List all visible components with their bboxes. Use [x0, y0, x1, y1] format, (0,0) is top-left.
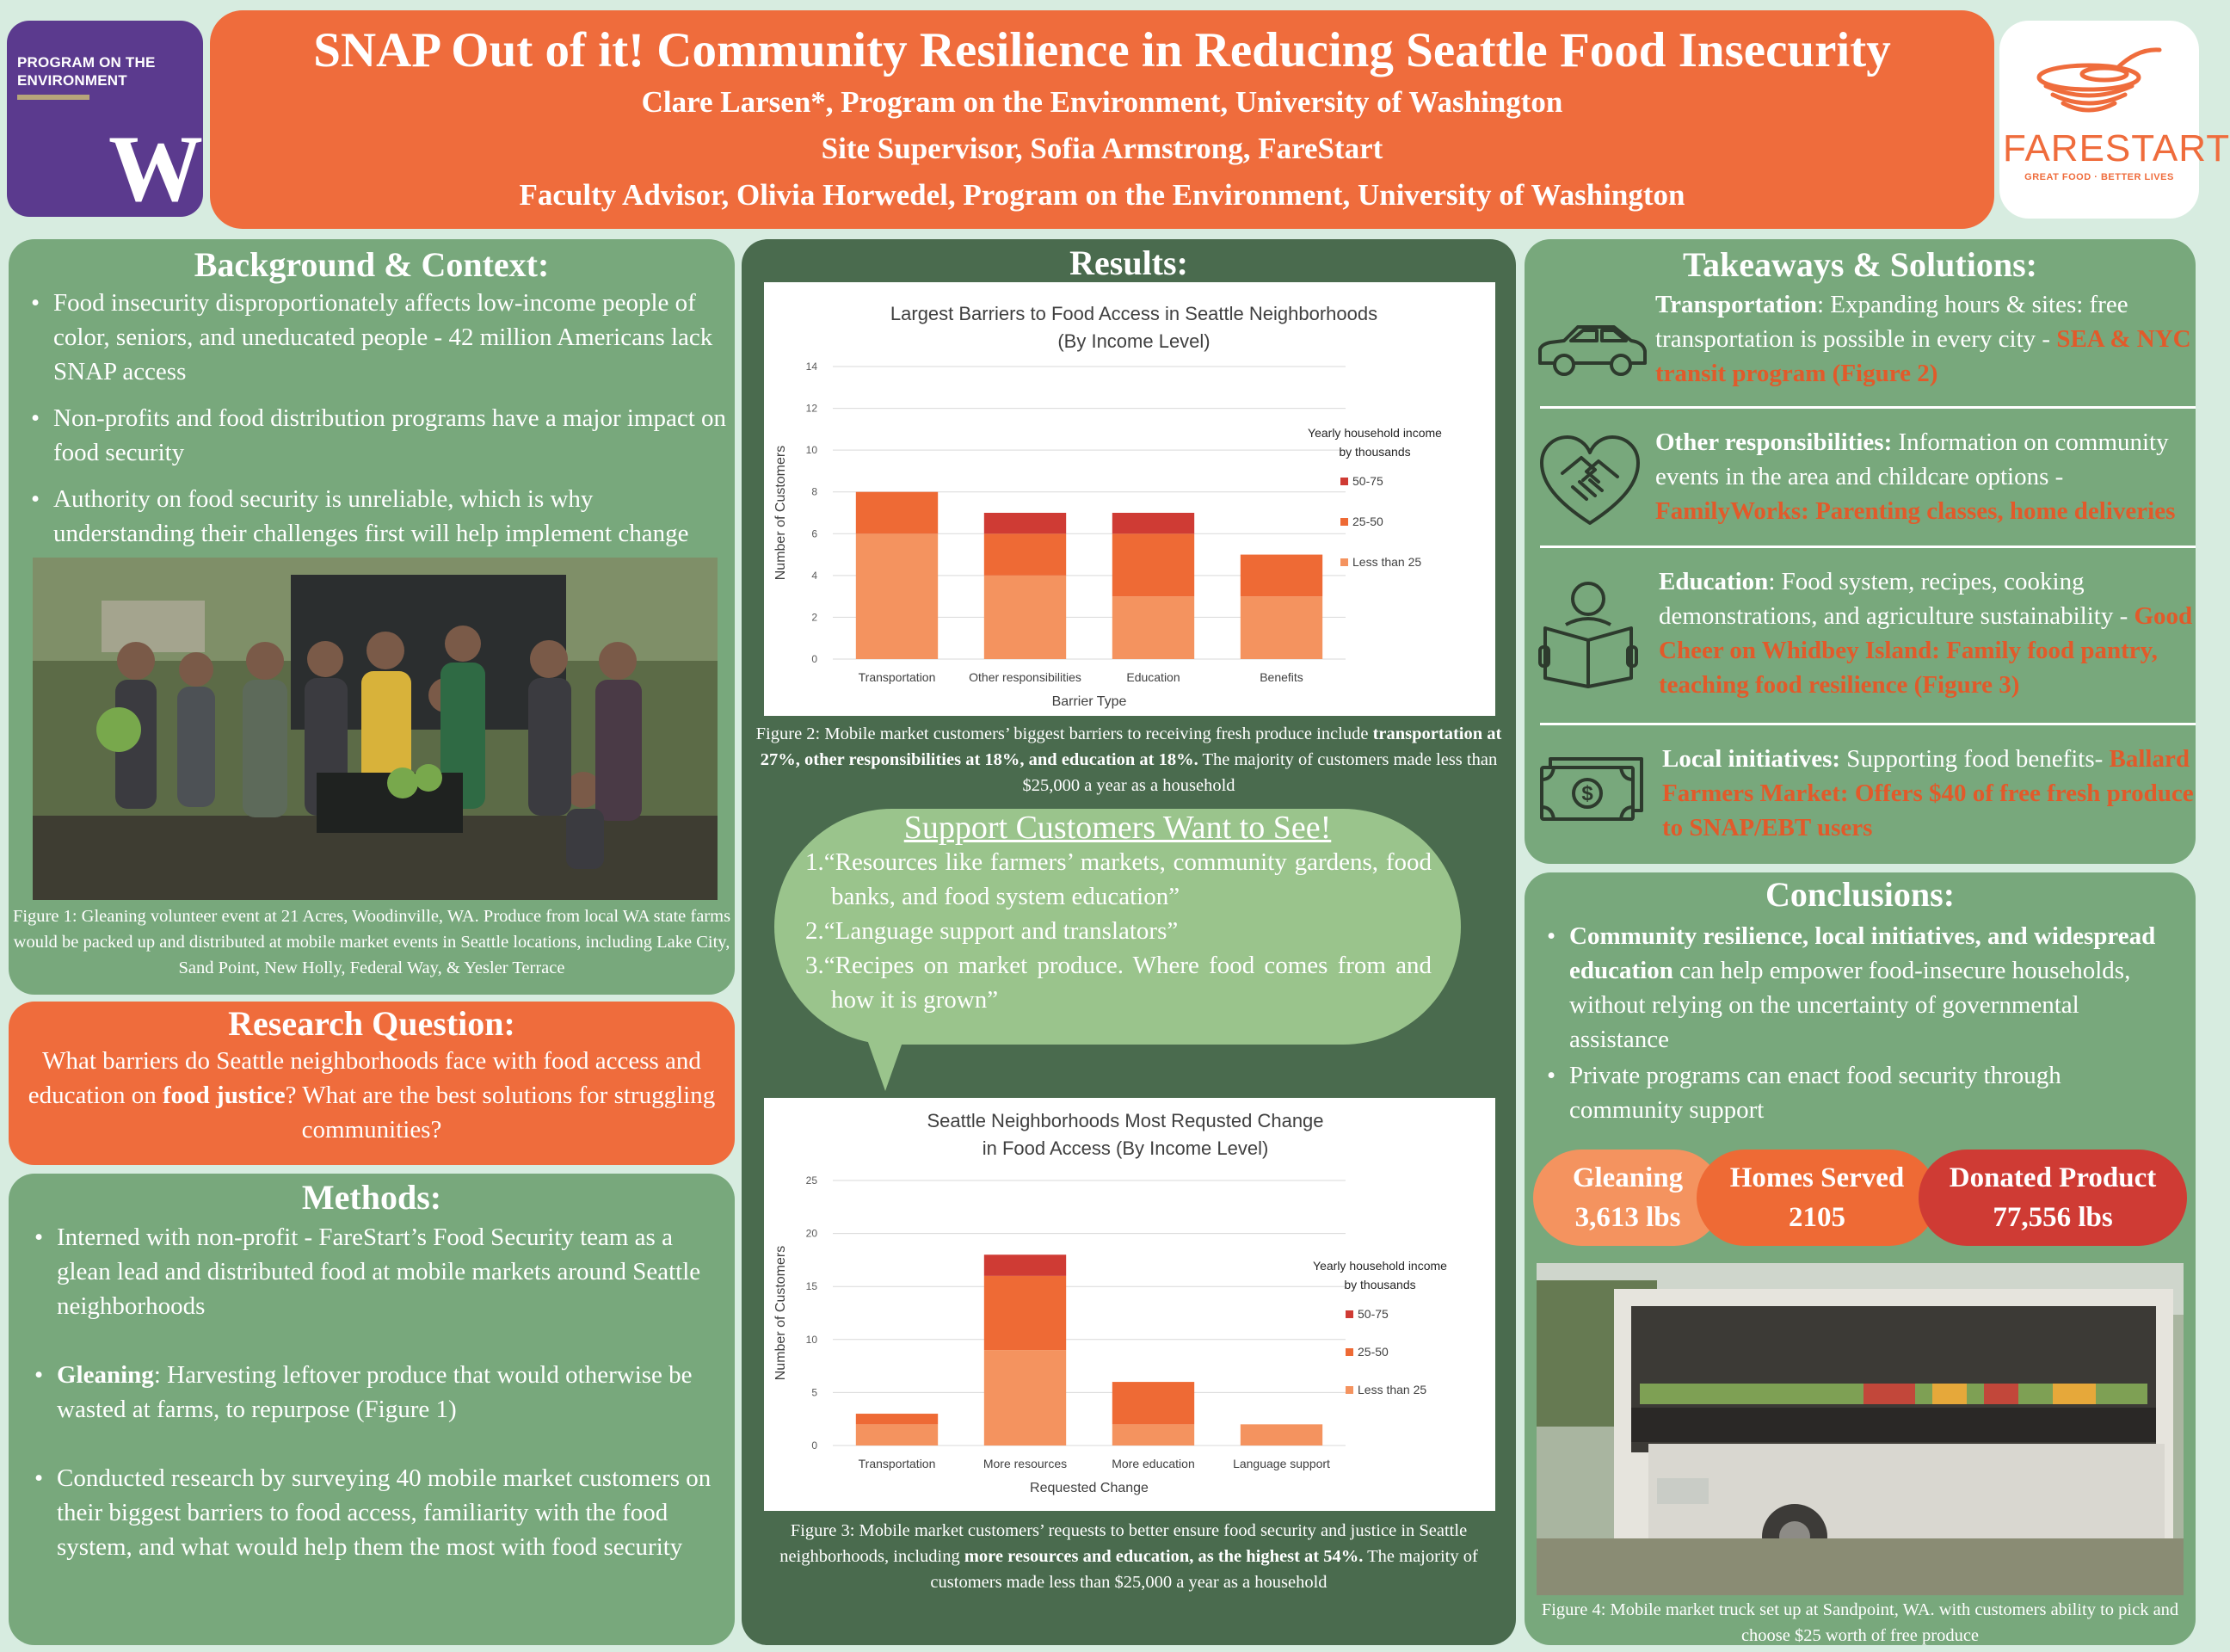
- takeaway-transportation: [1525, 287, 2196, 399]
- legend-swatch: [1340, 478, 1348, 485]
- y-tick-label: 10: [805, 1333, 817, 1346]
- fig2-caption-bold: transportation at 27%, other responsibilities at 18%, and education at 18%.: [760, 724, 1502, 769]
- x-tick-label: Language support: [1233, 1457, 1330, 1470]
- takeaway-highlight: Ballard Farmers Market: Offers $40 of free fresh produce to SNAP/EBT users: [1662, 745, 2194, 841]
- author-line: Clare Larsen*, Program on the Environment, University of Washington: [641, 85, 1563, 119]
- conclusions-bullets: [1543, 919, 2175, 1127]
- farestart-tagline: GREAT FOOD · BETTER LIVES: [2024, 172, 2174, 182]
- y-tick-label: 12: [805, 402, 817, 415]
- uw-logo-bar: [17, 95, 89, 100]
- chart-title: (By Income Level): [1057, 330, 1210, 352]
- x-tick-label: Transportation: [858, 1457, 936, 1470]
- legend-label: 25-50: [1352, 515, 1383, 528]
- bar-segment: [856, 1424, 938, 1446]
- y-tick-label: 20: [805, 1227, 817, 1240]
- bar-segment: [856, 533, 938, 659]
- conclusions-heading: Conclusions:: [1765, 875, 1956, 914]
- takeaway-highlight: SEA & NYC transit program (Figure 2): [1655, 325, 2191, 387]
- takeaway-rest: Supporting food benefits-: [1840, 745, 2110, 773]
- stat-homes-served: [1697, 1150, 1937, 1246]
- svg-text:$: $: [1581, 782, 1593, 805]
- takeaway-divider: [1540, 406, 2196, 409]
- figure4-caption: Figure 4: Mobile market truck set up at Sandpoint, WA. with customers ability to pick and choose $25 worth of free produce: [1541, 1600, 2179, 1645]
- conclusion-bold: Community resilience, local initiatives, and widespread education: [1569, 922, 2156, 984]
- barriers-chart-svg: [764, 282, 1495, 716]
- background-bullet: • Authority on food security is unreliable, which is why understanding their challenges first will help implement change: [28, 482, 730, 551]
- stat-donated-product: [1919, 1150, 2187, 1246]
- advisor-line: Faculty Advisor, Olivia Horwedel, Program on the Environment, University of Washington: [519, 178, 1685, 212]
- research-text-b: ? What are the best solutions for struggling communities?: [285, 1082, 716, 1143]
- takeaways-panel: [1525, 239, 2196, 864]
- uw-program-logo: [7, 21, 203, 221]
- poster-title: SNAP Out of it! Community Resilience in Reducing Seattle Food Insecurity: [313, 23, 1891, 77]
- bar-segment: [984, 1254, 1066, 1276]
- legend-label: Less than 25: [1358, 1383, 1427, 1396]
- chart-title: Seattle Neighborhoods Most Requsted Change: [927, 1110, 1324, 1131]
- uw-logo-line1: PROGRAM ON THE: [17, 54, 156, 71]
- fig3-caption-a: Figure 3: Mobile market customers’ requests to better ensure food security and justice in Seattle neighborhoods, including: [779, 1521, 1468, 1566]
- x-tick-label: More resources: [983, 1457, 1068, 1470]
- bar-segment: [984, 576, 1066, 659]
- legend-swatch: [1340, 558, 1348, 566]
- bar-segment: [1241, 1424, 1322, 1446]
- research-text-a: What barriers do Seattle neighborhoods face with food access and education on: [28, 1047, 701, 1109]
- farestart-wordmark: FARESTART: [2003, 127, 2230, 170]
- conclusions-bullet: • Private programs can enact food security through community support: [1543, 1058, 2175, 1127]
- x-tick-label: More education: [1112, 1457, 1195, 1470]
- x-axis-label: Barrier Type: [1051, 694, 1127, 709]
- conclusion-rest: can help empower food-insecure households, without relying on the uncertainty of governmental assistance: [1569, 957, 2131, 1053]
- y-tick-label: 25: [805, 1174, 817, 1187]
- takeaway-education: [1525, 564, 2196, 711]
- takeaway-bold: Transportation: [1655, 291, 1817, 318]
- bar-segment: [1112, 533, 1194, 596]
- background-bullets: [28, 286, 730, 551]
- bar-segment: [984, 513, 1066, 533]
- x-tick-label: Benefits: [1260, 670, 1303, 684]
- takeaway-text: [1655, 425, 2196, 528]
- legend-title: Yearly household income: [1313, 1259, 1447, 1273]
- stat-value: 2105: [1789, 1202, 1845, 1233]
- takeaway-highlight: FamilyWorks: Parenting classes, home deliveries: [1655, 497, 2176, 525]
- bar-segment: [1241, 555, 1322, 597]
- cash-icon: [1538, 754, 1645, 823]
- poster-header: [210, 10, 1994, 229]
- takeaway-divider: [1540, 546, 2196, 548]
- y-tick-label: 6: [811, 527, 817, 540]
- legend-swatch: [1346, 1348, 1353, 1356]
- y-tick-label: 4: [811, 569, 817, 582]
- methods-bullet: [31, 1358, 718, 1427]
- bar-segment: [1112, 596, 1194, 659]
- legend-title: by thousands: [1344, 1278, 1416, 1291]
- chart-title: Largest Barriers to Food Access in Seattle Neighborhoods: [890, 303, 1378, 324]
- legend-swatch: [1346, 1310, 1353, 1318]
- legend-title: by thousands: [1339, 445, 1411, 459]
- stat-label: Homes Served: [1729, 1162, 1905, 1193]
- figure1-caption: Figure 1: Gleaning volunteer event at 21 Acres, Woodinville, WA. Produce from local WA state farms would be packed up and distributed at mobile market events in Seattle locations, including Lake City, Sand Point, New Holly, Federal Way, & Yesler Terrace: [12, 907, 731, 977]
- figure2-chart: [764, 282, 1495, 716]
- methods-bullets: [31, 1220, 718, 1564]
- takeaway-text: [1655, 287, 2196, 391]
- bowl-icon: [2034, 40, 2163, 126]
- support-item: 3.“Recipes on market produce. Where food comes from and how it is grown”: [805, 952, 1432, 1014]
- support-heading: Support Customers Want to See!: [903, 810, 1332, 846]
- methods-heading: Methods:: [301, 1178, 442, 1217]
- support-speech-bubble: [774, 809, 1461, 1045]
- legend-label: 25-50: [1358, 1345, 1389, 1359]
- figure1-photo: [33, 558, 718, 900]
- methods-panel: [9, 1174, 735, 1645]
- supervisor-line: Site Supervisor, Sofia Armstrong, FareStart: [821, 132, 1383, 165]
- fig2-caption-a: Figure 2: Mobile market customers’ biggest barriers to receiving fresh produce include: [755, 724, 1373, 743]
- figure3-caption: [754, 1518, 1504, 1595]
- y-tick-label: 5: [811, 1386, 817, 1399]
- legend-label: 50-75: [1352, 474, 1383, 488]
- y-tick-label: 10: [805, 444, 817, 457]
- requested-change-chart-svg: [764, 1098, 1495, 1511]
- figure4-photo: [1537, 1263, 2184, 1595]
- support-item: 1.“Resources like farmers’ markets, community gardens, food banks, and food system education”: [805, 848, 1432, 910]
- takeaways-heading: Takeaways & Solutions:: [1683, 245, 2037, 284]
- x-tick-label: Other responsibilities: [969, 670, 1081, 684]
- bar-segment: [984, 1276, 1066, 1350]
- bar-segment: [1112, 513, 1194, 533]
- stat-label: Gleaning: [1572, 1162, 1684, 1193]
- bar-segment: [984, 1350, 1066, 1446]
- y-tick-label: 14: [805, 361, 817, 373]
- conclusions-panel: [1525, 872, 2196, 1645]
- results-heading: Results:: [1069, 243, 1188, 282]
- takeaway-divider: [1540, 723, 2196, 725]
- bar-segment: [1241, 596, 1322, 659]
- y-tick-label: 2: [811, 611, 817, 624]
- uw-logo-line2: ENVIRONMENT: [17, 72, 127, 89]
- figure2-caption: [754, 721, 1504, 798]
- research-text-bold: food justice: [163, 1082, 286, 1109]
- uw-w-mark: W: [108, 116, 203, 221]
- takeaway-rest: Information on community events in the area and childcare options -: [1655, 428, 2169, 490]
- x-tick-label: Education: [1126, 670, 1180, 684]
- methods-bullet: • Interned with non-profit - FareStart’s Food Security team as a glean lead and distributed food at mobile markets around Seattle neighborhoods: [31, 1220, 718, 1323]
- stats-row: [1533, 1150, 2187, 1246]
- heart-hands-icon: [1538, 434, 1642, 528]
- takeaway-bold: Local initiatives:: [1662, 745, 1841, 773]
- stat-value: 77,556 lbs: [1993, 1202, 2113, 1233]
- conclusions-bullet: [1543, 919, 2175, 1057]
- x-tick-label: Transportation: [858, 670, 936, 684]
- reader-icon: [1540, 578, 1636, 690]
- takeaway-rest: : Expanding hours & sites: free transportation is possible in every city -: [1655, 291, 2128, 353]
- takeaway-local-initiatives: [1525, 742, 2196, 854]
- research-heading: Research Question:: [228, 1004, 515, 1043]
- stat-label: Donated Product: [1949, 1162, 2157, 1193]
- market-truck-illustration: [1537, 1263, 2184, 1595]
- takeaway-text: [1659, 564, 2196, 702]
- bar-segment: [984, 533, 1066, 576]
- background-bullet: • Non-profits and food distribution programs have a major impact on food security: [28, 401, 730, 470]
- gleaning-term: Gleaning: [57, 1361, 154, 1389]
- support-item: 2.“Language support and translators”: [805, 917, 1179, 945]
- fig3-caption-bold: more resources and education, as the highest at 54%.: [964, 1547, 1364, 1566]
- car-icon: [1535, 320, 1650, 382]
- takeaway-bold: Other responsibilities:: [1655, 428, 1893, 456]
- background-panel: [9, 239, 735, 995]
- takeaway-highlight: Good Cheer on Whidbey Island: Family food pantry, teaching food resilience (Figure 3): [1659, 602, 2193, 699]
- y-axis-label: Number of Customers: [773, 1245, 788, 1381]
- stat-value: 3,613 lbs: [1574, 1202, 1681, 1233]
- y-tick-label: 0: [811, 653, 817, 665]
- legend-swatch: [1346, 1386, 1353, 1394]
- farestart-logo: [1999, 21, 2230, 219]
- stat-gleaning: [1533, 1150, 1722, 1246]
- research-question: [9, 1044, 735, 1147]
- research-panel: [9, 1002, 735, 1165]
- y-axis-label: Number of Customers: [773, 445, 788, 581]
- methods-bullet: • Conducted research by surveying 40 mobile market customers on their biggest barriers to food access, familiarity with the food system, and what would help them the most with food security: [31, 1461, 718, 1564]
- support-list: [805, 845, 1432, 1017]
- legend-title: Yearly household income: [1308, 426, 1442, 440]
- background-bullet: • Food insecurity disproportionately affects low-income people of color, seniors, and uneducated people - 42 million Americans lack SNAP access: [28, 286, 730, 389]
- fig2-caption-b: The majority of customers made less than $25,000 a year as a household: [1022, 750, 1498, 795]
- takeaway-responsibilities: [1525, 425, 2196, 546]
- bar-segment: [1112, 1424, 1194, 1446]
- uw-logo-text: [17, 53, 156, 89]
- y-tick-label: 8: [811, 485, 817, 498]
- fig3-caption-b: The majority of customers made less than $25,000 a year as a household: [930, 1547, 1478, 1592]
- legend-label: 50-75: [1358, 1307, 1389, 1321]
- bar-segment: [1112, 1382, 1194, 1424]
- takeaway-bold: Education: [1659, 568, 1769, 595]
- volunteers-photo-illustration: [33, 558, 718, 900]
- y-tick-label: 0: [811, 1439, 817, 1452]
- legend-label: Less than 25: [1352, 555, 1422, 569]
- figure3-chart: [764, 1098, 1495, 1511]
- takeaway-rest: : Food system, recipes, cooking demonstrations, and agriculture sustainability -: [1659, 568, 2135, 630]
- legend-swatch: [1340, 518, 1348, 526]
- chart-title: in Food Access (By Income Level): [982, 1137, 1269, 1159]
- takeaway-text: [1662, 742, 2196, 845]
- gleaning-definition: : Harvesting leftover produce that would otherwise be wasted at farms, to repurpose (Figure 1): [57, 1361, 693, 1423]
- background-heading: Background & Context:: [194, 245, 550, 284]
- x-axis-label: Requested Change: [1030, 1481, 1149, 1495]
- y-tick-label: 15: [805, 1280, 817, 1293]
- bar-segment: [856, 492, 938, 534]
- bar-segment: [856, 1414, 938, 1424]
